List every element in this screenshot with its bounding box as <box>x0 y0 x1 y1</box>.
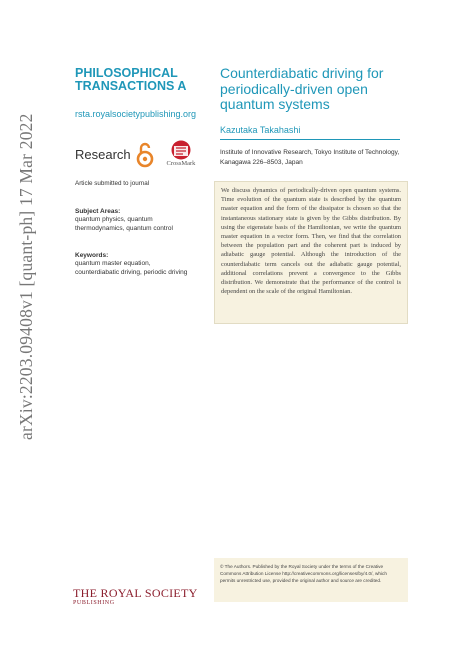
abstract-box: We discuss dynamics of periodically-driven open quantum systems. Time evolution of the quantum state is described by the quantum master equation and the form of the dissipator is chosen so that the instantaneous stationary state is given by the Gibbs distribution. By using the eigenstate basis of the Hamiltonian, we write the quantum master equation in a vector form. Then, we find that the correlation between the population part and the coherent part is induced by adiabatic gauge potential. Although the introduction of the counterdiabatic term cancels out the adiabatic gauge potential, additional correlations prevent a convergence to the Gibbs distribution. We demonstrate that the performance of the control is dependent on the scale of the original Hamiltonian. <box>214 181 408 324</box>
keywords-heading: Keywords: <box>75 252 109 259</box>
crossmark-label: CrossMark <box>166 160 196 167</box>
title-divider <box>220 139 400 140</box>
license-box: © The Authors. Published by the Royal Society under the terms of the Creative Commons Attribution License http://creativecommons.org/licenses/by/4.0/, which permits unrestricted use, provided the original author and source are credited. <box>214 558 408 602</box>
journal-name[interactable]: PHILOSOPHICAL TRANSACTIONS A <box>75 66 187 93</box>
subject-areas <box>75 208 195 234</box>
journal-url[interactable]: rsta.royalsocietypublishing.org <box>75 109 197 119</box>
paper-title: Counterdiabatic driving for periodically-driven open quantum systems <box>220 65 384 112</box>
submitted-note: Article submitted to journal <box>75 180 150 187</box>
keywords-text: quantum master equation, counterdiabatic driving, periodic driving <box>75 260 188 277</box>
subject-areas-text: quantum physics, quantum thermodynamics, quantum control <box>75 216 173 233</box>
author-name: Kazutaka Takahashi <box>220 125 301 135</box>
publishing-label: PUBLISHING <box>73 600 115 606</box>
arxiv-stamp: arXiv:2203.09408v1 [quant-ph] 17 Mar 2022 <box>16 113 36 440</box>
research-row <box>75 140 225 170</box>
subject-areas-heading: Subject Areas: <box>75 208 121 215</box>
keywords <box>75 252 195 278</box>
open-access-icon <box>136 142 154 168</box>
royal-society-logo: THE ROYAL SOCIETY <box>73 586 198 600</box>
research-label: Research <box>75 147 131 162</box>
crossmark-icon[interactable] <box>159 140 203 170</box>
affiliation: Institute of Innovative Research, Tokyo Institute of Technology, Kanagawa 226–8503, Japan <box>220 149 400 166</box>
